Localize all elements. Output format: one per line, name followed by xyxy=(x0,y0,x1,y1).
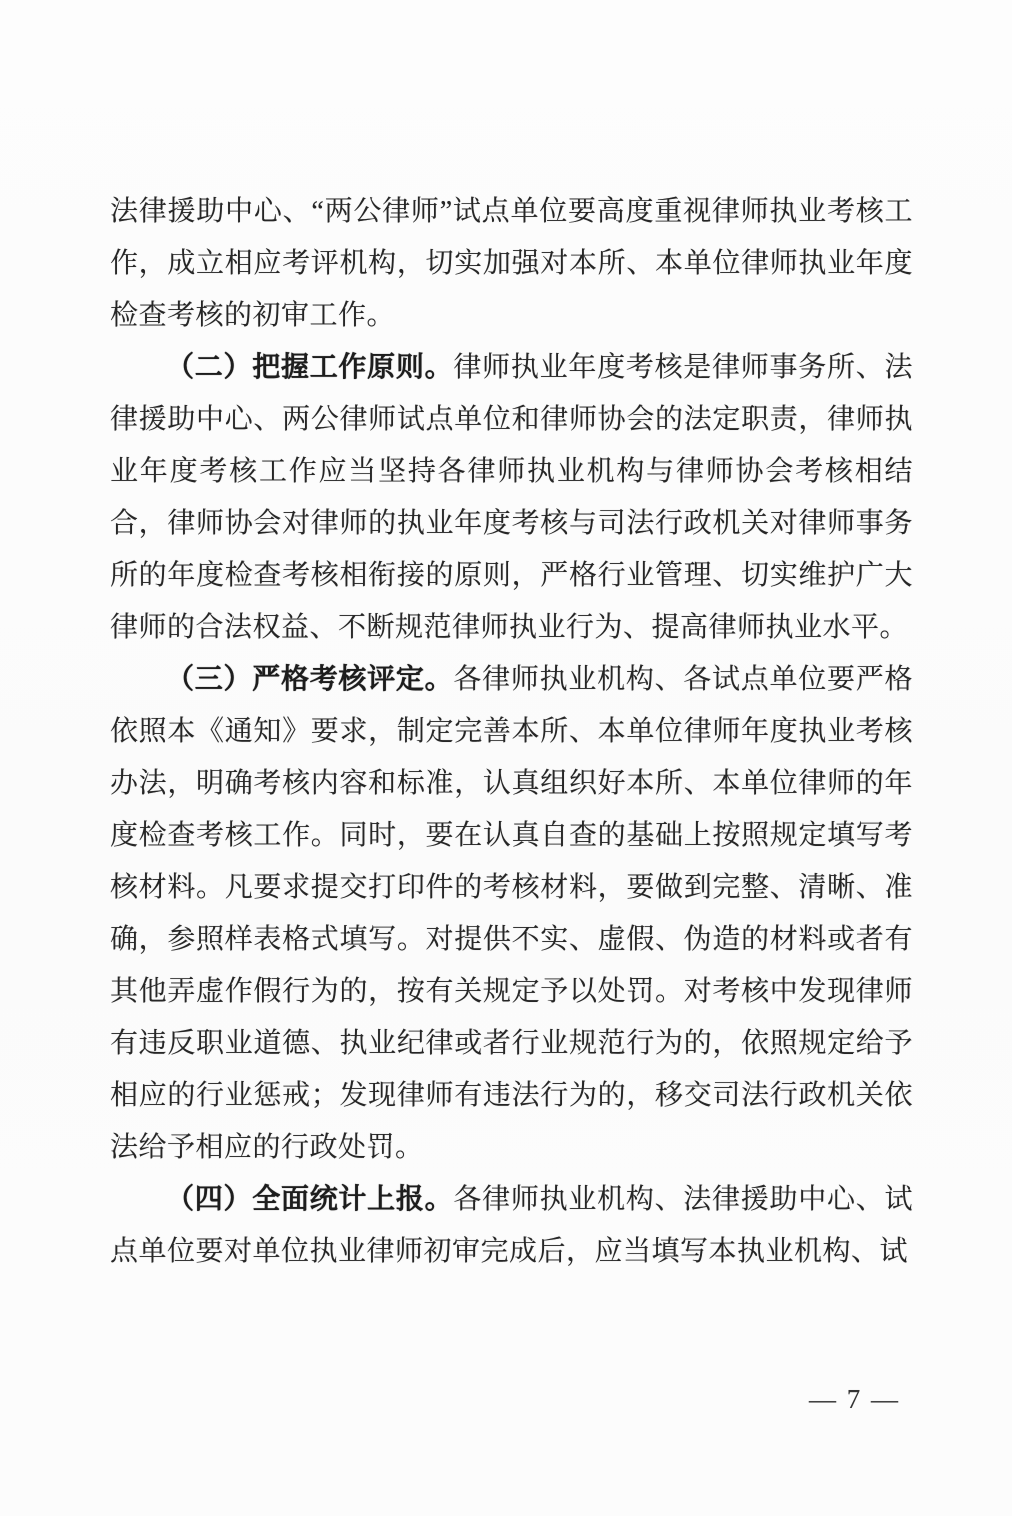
section-3-heading: （三）严格考核评定。 xyxy=(166,664,454,695)
section-2-heading: （二）把握工作原则。 xyxy=(166,352,454,383)
section-3-text: 各律师执业机构、各试点单位要严格依照本《通知》要求，制定完善本所、本单位律师年度执业考核办法，明确考核内容和标准，认真组织好本所、本单位律师的年度检查考核工作。同时，要在认真自查的基础上按照规定填写考核材料。凡要求提交打印件的考核材料，要做到完整、清晰、准确，参照样表格式填写。对提供不实、虚假、伪造的材料或者有其他弄虚作假行为的，按有关规定予以处罚。对考核中发现律师有违反职业道德、执业纪律或者行业规范行为的，依照规定给予相应的行业惩戒；发现律师有违法行为的，移交司法行政机关依法给予相应的行政处罚。 xyxy=(110,664,913,1163)
section-2-text: 律师执业年度考核是律师事务所、法律援助中心、两公律师试点单位和律师协会的法定职责，律师执业年度考核工作应当坚持各律师执业机构与律师协会考核相结合，律师协会对律师的执业年度考核与司法行政机关对律师事务所的年度检查考核相衔接的原则，严格行业管理、切实维护广大律师的合法权益、不断规范律师执业行为、提高律师执业水平。 xyxy=(110,352,913,643)
paragraph-text: 法律援助中心、“两公律师”试点单位要高度重视律师执业考核工作，成立相应考评机构，切实加强对本所、本单位律师执业年度检查考核的初审工作。 xyxy=(110,196,913,331)
section-4-heading: （四）全面统计上报。 xyxy=(166,1184,454,1215)
section-4-text: 各律师执业机构、法律援助中心、试点单位要对单位执业律师初审完成后，应当填写本执业机构、试 xyxy=(110,1184,913,1267)
paragraph-section-4 xyxy=(110,1174,913,1278)
page-number: — 7 — xyxy=(809,1384,900,1414)
paragraph-section-3 xyxy=(110,654,913,1174)
paragraph-continuation xyxy=(110,186,913,342)
document-body xyxy=(110,186,913,1278)
paragraph-section-2 xyxy=(110,342,913,654)
